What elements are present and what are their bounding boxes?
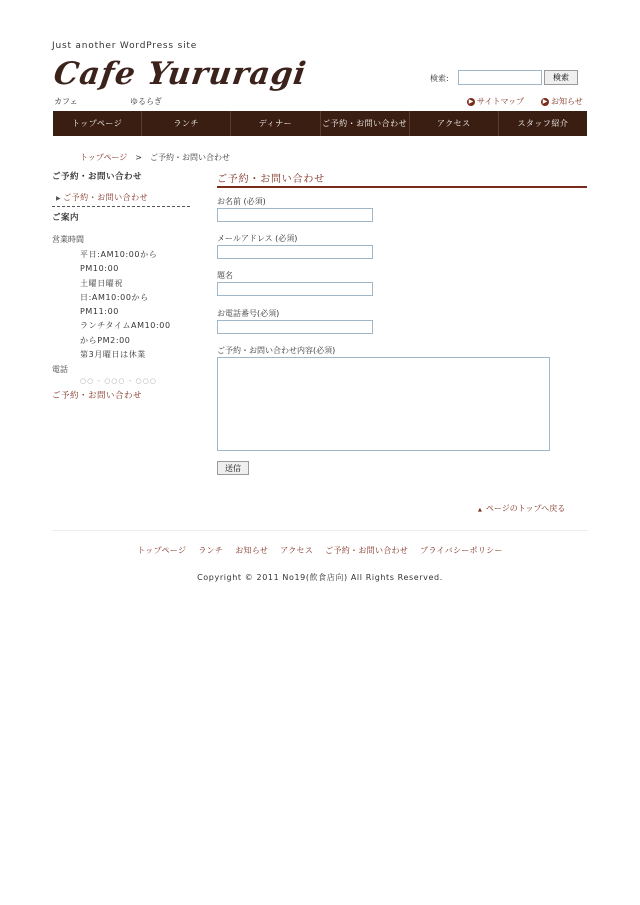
page-title: ご予約・お問い合わせ [217,170,587,188]
footer-link-news[interactable]: お知らせ [235,546,269,555]
nav-item-contact[interactable]: ご予約・お問い合わせ [321,111,410,136]
hours-heading: 営業時間 [52,235,84,244]
hours-line: PM10:00 [80,264,119,274]
hours-line: からPM2:00 [80,335,131,345]
phone-field[interactable] [217,320,373,334]
hours-line: 日:AM10:00から [80,292,149,302]
breadcrumb-separator: > [135,153,142,162]
sidebar-heading: ご予約・お問い合わせ [52,172,143,182]
phone-number: ○○ - ○○○ - ○○○ [80,377,157,386]
nav-item-dinner[interactable]: ディナー [231,111,320,136]
search-input[interactable] [458,70,542,85]
copyright: Copyright © 2011 No19(飲食店向) All Rights Reserved. [197,573,443,582]
hours-line: 第3月曜日は休業 [80,350,146,360]
back-to-top-link[interactable] [478,503,565,514]
sidebar [52,170,190,401]
main-nav [53,111,587,136]
nav-item-staff[interactable]: スタッフ紹介 [517,119,569,128]
triangle-right-icon: ▶ [56,195,62,202]
message-textarea[interactable] [217,357,550,451]
footer-link-contact[interactable]: ご予約・お問い合わせ [325,546,409,555]
hours-line: PM11:00 [80,307,119,317]
breadcrumb [80,152,230,163]
sidebar-contact-link[interactable] [52,182,190,207]
circle-arrow-icon: ▶ [468,97,474,105]
footer-link-top[interactable]: トップページ [137,546,187,555]
submit-button[interactable]: 送信 [217,461,249,475]
footer-link-lunch[interactable]: ランチ [198,546,224,555]
nav-item-lunch[interactable]: ランチ [142,111,231,136]
hours-line: ランチタイムAM10:00 [80,321,171,331]
sidebar-bottom-contact-link[interactable]: ご予約・お問い合わせ [52,391,143,402]
footer-divider [52,530,588,531]
search-button[interactable]: 検索 [544,70,578,85]
search-label: 検索: [430,74,449,83]
footer-nav [0,545,640,556]
site-tagline: Just another WordPress site [52,41,198,51]
logo-subtitle-yururagi: ゆるらぎ [130,97,162,106]
phone-label: お電話番号(必須) [217,309,280,318]
news-link[interactable] [541,96,583,107]
name-label: お名前 (必須) [217,197,266,206]
hours-line: 土曜日曜祝 [80,278,123,288]
logo-subtitle-cafe: カフェ [54,97,78,106]
news-link-label: お知らせ [551,97,583,106]
sidebar-guide-heading: ご案内 [52,213,80,223]
nav-item-top[interactable]: トップページ [53,111,142,136]
triangle-up-icon: ▲ [478,507,482,513]
subject-label: 題名 [217,271,233,280]
name-field[interactable] [217,208,373,222]
phone-heading: 電話 [52,365,68,375]
circle-arrow-icon: ▶ [542,97,548,105]
nav-item-access[interactable]: アクセス [410,111,499,136]
sitemap-link[interactable] [467,96,524,107]
message-label: ご予約・お問い合わせ内容(必須) [217,346,336,355]
email-field[interactable] [217,245,373,259]
sidebar-contact-link-label: ご予約・お問い合わせ [63,193,149,202]
footer-link-privacy[interactable]: プライバシーポリシー [420,546,503,555]
email-label: メールアドレス (必須) [217,234,298,243]
footer-link-access[interactable]: アクセス [280,546,314,555]
breadcrumb-home-link[interactable]: トップページ [80,153,128,162]
back-to-top-label: ページのトップへ戻る [485,504,566,513]
hours-line: 平日:AM10:00から [80,250,158,259]
subject-field[interactable] [217,282,373,296]
sitemap-link-label: サイトマップ [477,97,525,106]
hours-list [80,248,190,362]
breadcrumb-current: ご予約・お問い合わせ [149,153,230,162]
site-logo[interactable]: Cafe Yururagi [51,56,309,92]
